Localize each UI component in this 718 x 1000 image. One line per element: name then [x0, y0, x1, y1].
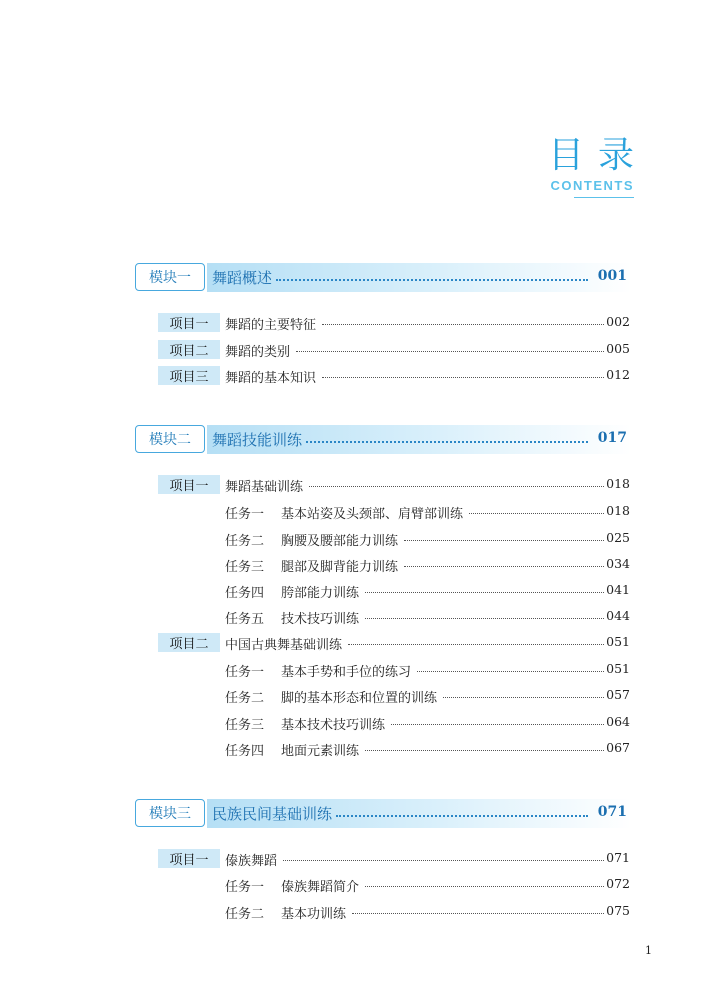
project-badge: 项目一 — [158, 849, 220, 868]
project-badge: 项目三 — [158, 366, 220, 385]
leader-dots — [443, 693, 604, 698]
module-tag: 模块三 — [135, 799, 205, 827]
project-title: 舞蹈基础训练 — [225, 480, 304, 495]
module-leader-dots — [306, 437, 588, 443]
leader-dots — [348, 640, 604, 645]
heading-rule — [574, 197, 634, 198]
task-entry[interactable] — [158, 712, 630, 734]
entry-page-number: 071 — [606, 850, 630, 865]
task-title: 地面元素训练 — [281, 744, 360, 759]
entry-page-number: 057 — [606, 687, 630, 702]
task-title: 基本功训练 — [281, 907, 347, 922]
page-title: 目录 — [547, 135, 648, 176]
leader-dots — [296, 347, 604, 352]
leader-dots — [365, 882, 604, 887]
entry-page-number: 044 — [606, 608, 630, 623]
module-title: 舞蹈技能训练 — [212, 431, 303, 449]
leader-dots — [417, 667, 604, 672]
entry-page-number: 034 — [606, 556, 630, 571]
task-entry[interactable] — [158, 580, 630, 602]
module-heading[interactable] — [135, 799, 631, 829]
leader-dots — [283, 856, 604, 861]
module-leader-dots — [336, 811, 588, 817]
task-label: 任务三 — [225, 718, 265, 733]
project-badge: 项目一 — [158, 475, 220, 494]
project-entry[interactable] — [158, 339, 630, 361]
task-label: 任务一 — [225, 665, 265, 680]
task-title: 技术技巧训练 — [281, 612, 360, 627]
module-title: 舞蹈概述 — [212, 269, 273, 287]
task-entry[interactable] — [158, 659, 630, 681]
task-entry[interactable] — [158, 501, 630, 523]
task-label: 任务五 — [225, 612, 265, 627]
leader-dots — [309, 482, 604, 487]
task-entry[interactable] — [158, 901, 630, 923]
module-heading[interactable] — [135, 425, 631, 455]
entry-page-number: 072 — [606, 876, 630, 891]
project-entry[interactable] — [158, 365, 630, 387]
entry-page-number: 051 — [606, 661, 630, 676]
task-title: 基本手势和手位的练习 — [281, 665, 412, 680]
entry-page-number: 067 — [606, 740, 630, 755]
entry-page-number: 002 — [606, 314, 630, 329]
task-label: 任务一 — [225, 880, 265, 895]
task-label: 任务四 — [225, 744, 265, 759]
leader-dots — [469, 509, 604, 514]
task-label: 任务二 — [225, 534, 265, 549]
entry-page-number: 051 — [606, 634, 630, 649]
task-title: 胯部能力训练 — [281, 586, 360, 601]
entry-page-number: 018 — [606, 476, 630, 491]
task-label: 任务三 — [225, 560, 265, 575]
task-title: 腿部及脚背能力训练 — [281, 560, 399, 575]
project-title: 舞蹈的类别 — [225, 345, 291, 360]
leader-dots — [404, 536, 604, 541]
project-badge: 项目一 — [158, 313, 220, 332]
page-number: 1 — [645, 944, 652, 957]
leader-dots — [322, 373, 604, 378]
task-title: 胸腰及腰部能力训练 — [281, 534, 399, 549]
task-label: 任务四 — [225, 586, 265, 601]
project-title: 舞蹈的基本知识 — [225, 371, 317, 386]
project-badge: 项目二 — [158, 340, 220, 359]
toc-heading — [547, 135, 648, 198]
project-badge: 项目二 — [158, 633, 220, 652]
module-heading[interactable] — [135, 263, 631, 293]
task-entry[interactable] — [158, 554, 630, 576]
project-entry[interactable] — [158, 474, 630, 496]
project-entry[interactable] — [158, 632, 630, 654]
task-entry[interactable] — [158, 685, 630, 707]
page-subtitle: CONTENTS — [550, 178, 634, 193]
task-label: 任务二 — [225, 907, 265, 922]
entry-page-number: 025 — [606, 530, 630, 545]
entry-page-number: 018 — [606, 503, 630, 518]
entry-page-number: 075 — [606, 903, 630, 918]
module-leader-dots — [276, 275, 588, 281]
module-tag: 模块二 — [135, 425, 205, 453]
project-entry[interactable] — [158, 312, 630, 334]
task-entry[interactable] — [158, 528, 630, 550]
leader-dots — [352, 909, 604, 914]
task-label: 任务一 — [225, 507, 265, 522]
task-title: 傣族舞蹈简介 — [281, 880, 360, 895]
entry-page-number: 005 — [606, 341, 630, 356]
entry-page-number: 041 — [606, 582, 630, 597]
module-page-number: 001 — [597, 268, 627, 284]
task-title: 基本技术技巧训练 — [281, 718, 386, 733]
project-entry[interactable] — [158, 848, 630, 870]
leader-dots — [365, 614, 604, 619]
leader-dots — [365, 746, 604, 751]
task-title: 基本站姿及头颈部、肩臂部训练 — [281, 507, 464, 522]
project-title: 中国古典舞基础训练 — [225, 638, 343, 653]
leader-dots — [322, 320, 604, 325]
leader-dots — [404, 562, 604, 567]
task-title: 脚的基本形态和位置的训练 — [281, 691, 438, 706]
project-title: 舞蹈的主要特征 — [225, 318, 317, 333]
module-page-number: 071 — [597, 804, 627, 820]
task-entry[interactable] — [158, 738, 630, 760]
leader-dots — [365, 588, 604, 593]
project-title: 傣族舞蹈 — [225, 854, 278, 869]
leader-dots — [391, 720, 604, 725]
entry-page-number: 064 — [606, 714, 630, 729]
task-label: 任务二 — [225, 691, 265, 706]
task-entry[interactable] — [158, 874, 630, 896]
task-entry[interactable] — [158, 606, 630, 628]
module-page-number: 017 — [597, 430, 627, 446]
entry-page-number: 012 — [606, 367, 630, 382]
module-tag: 模块一 — [135, 263, 205, 291]
module-title: 民族民间基础训练 — [212, 805, 333, 823]
